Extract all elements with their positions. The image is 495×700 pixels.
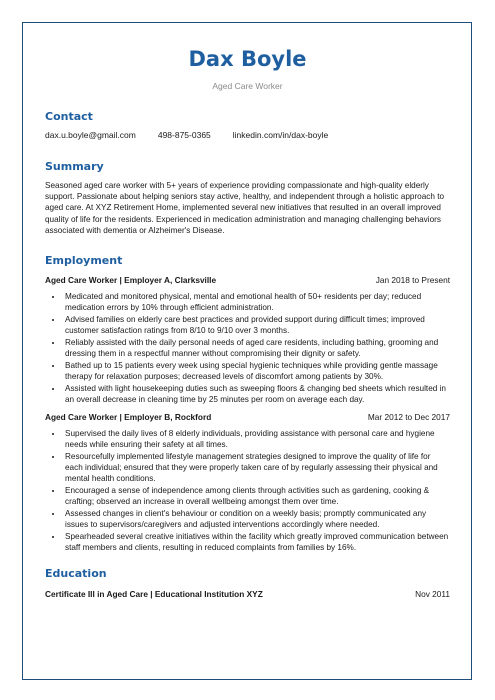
education-date: Nov 2011 bbox=[415, 589, 450, 600]
job-bullets bbox=[45, 428, 450, 553]
list-item: • Encouraged a sense of independence among clients through activities such as gardening, cooking & crafting; observed an increase in overall wellbeing amongst them over time. bbox=[63, 485, 450, 507]
summary-heading: Summary bbox=[45, 160, 104, 173]
candidate-name: Dax Boyle bbox=[188, 47, 307, 71]
contact-heading: Contact bbox=[45, 110, 93, 123]
contact-row bbox=[45, 130, 450, 141]
resume-content bbox=[45, 44, 450, 600]
list-item: • Bathed up to 15 patients every week using special hygienic techniques while providing gentle massage therapy for relaxation purposes; decreased levels of discomfort among patients by 30%. bbox=[63, 360, 450, 382]
job-dates: Mar 2012 to Dec 2017 bbox=[367, 412, 450, 423]
list-item: • Advised families on elderly care best practices and provided support during difficult times; improved customer satisfaction ratings from 8/10 to 9/10 over 3 months. bbox=[63, 314, 450, 336]
contact-linkedin: linkedin.com/in/dax-boyle bbox=[232, 130, 329, 140]
education-entry bbox=[45, 589, 450, 600]
contact-phone: 498-875-0365 bbox=[157, 130, 211, 140]
job-bullets bbox=[45, 291, 450, 405]
job-header bbox=[45, 275, 450, 286]
job-dates: Jan 2018 to Present bbox=[375, 275, 450, 286]
list-item: • Assessed changes in client's behaviour or condition on a weekly basis; promptly communicated any issues to supervisors/caregivers and adjusted interventions accordingly where needed. bbox=[63, 508, 450, 530]
candidate-role: Aged Care Worker bbox=[212, 81, 283, 91]
list-item: • Reliably assisted with the daily personal needs of aged care residents, including bathing, grooming and dressing them in a respectful manner without compromising their dignity or safety. bbox=[63, 337, 450, 359]
job-entry bbox=[45, 275, 450, 405]
job-header bbox=[45, 412, 450, 423]
list-item: • Spearheaded several creative initiatives within the facility which greatly improved communication between staff members and clients, resulting in reduced complaints from families by 16%. bbox=[63, 531, 450, 553]
list-item: • Medicated and monitored physical, mental and emotional health of 50+ residents per day; reduced medication errors by 10% through efficient administration. bbox=[63, 291, 450, 313]
education-heading: Education bbox=[45, 567, 107, 581]
summary-text: Seasoned aged care worker with 5+ years of experience providing compassionate and high-quality elderly support. Passionate about helping seniors stay active, healthy, and independent through a holistic approach to aged care. At XYZ Retirement Home, implemented several new initiatives that resulted in an overall improved quality of life for the residents. Experienced in medication administration and managing challenging behaviors associated with dementia or Alzheimer's Disease. bbox=[45, 181, 445, 235]
job-title: Aged Care Worker | Employer A, Clarksville bbox=[45, 275, 217, 286]
contact-email: dax.u.boyle@gmail.com bbox=[45, 130, 136, 140]
job-title: Aged Care Worker | Employer B, Rockford bbox=[45, 412, 212, 423]
education-title: Certificate III in Aged Care | Educational Institution XYZ bbox=[45, 589, 263, 600]
list-item: • Supervised the daily lives of 8 elderly individuals, providing assistance with personal care and hygiene needs while ensuring their safety at all times. bbox=[63, 428, 450, 450]
employment-heading: Employment bbox=[45, 254, 123, 268]
list-item: • Assisted with light housekeeping duties such as sweeping floors & changing bed sheets which resulted in an overall decrease in cleaning time by 25 minutes per room on average each day. bbox=[63, 383, 450, 405]
job-entry bbox=[45, 412, 450, 553]
list-item: • Resourcefully implemented lifestyle management strategies designed to improve the quality of life for each individual; ensured that they were properly taken care of by regularly assessing their physical and mental health conditions. bbox=[63, 451, 450, 485]
